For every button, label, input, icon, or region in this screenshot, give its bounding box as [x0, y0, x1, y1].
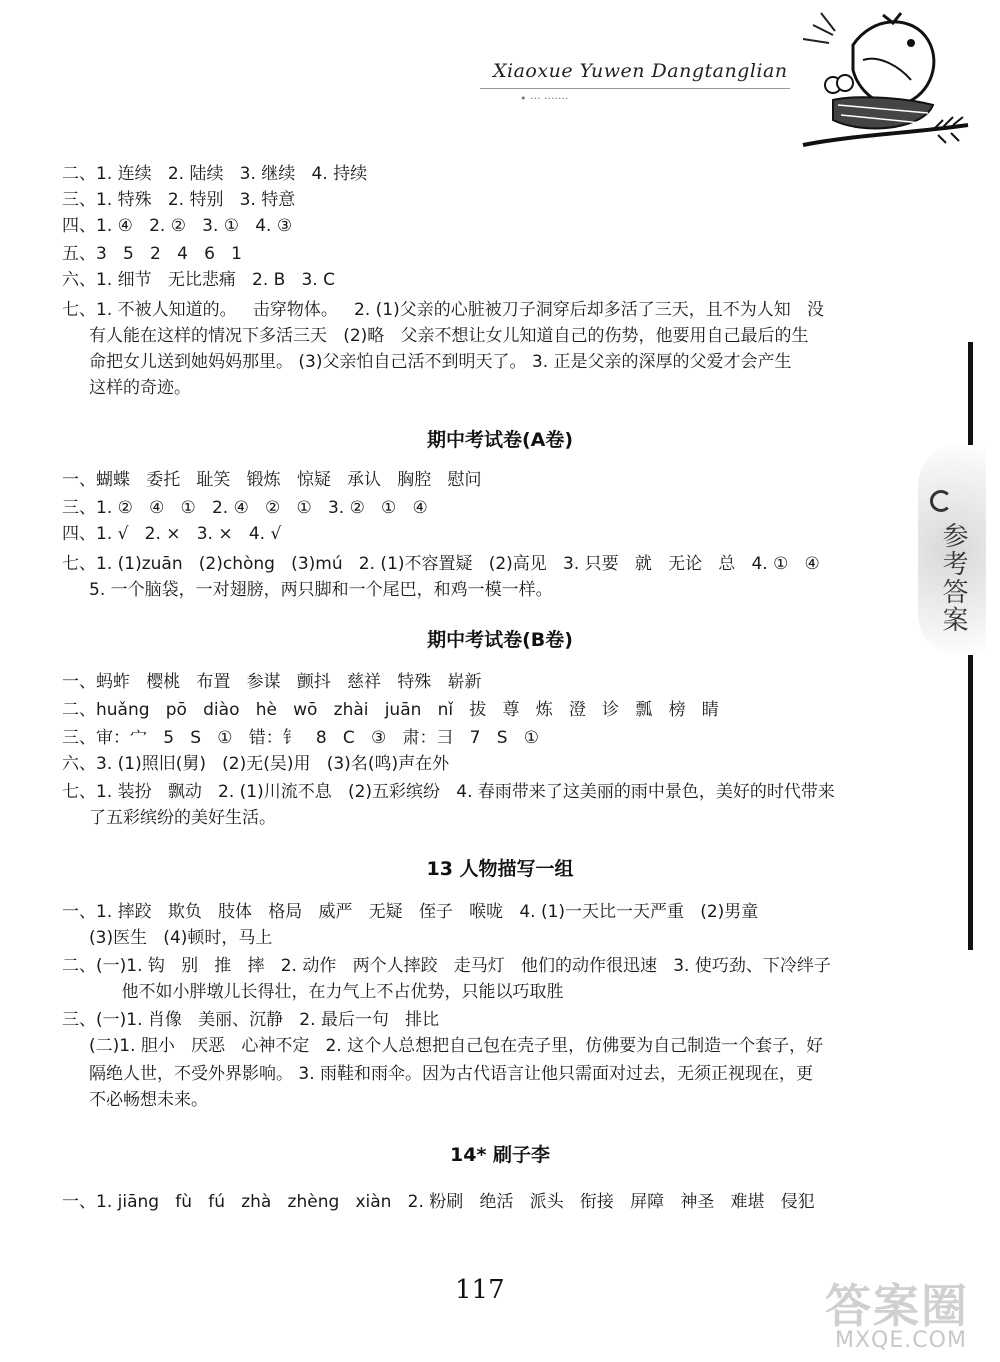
answer-line: 七、1. 装扮 飘动 2. (1)川流不息 (2)五彩缤纷 4. 春雨带来了这美丽的雨中景色，美好的时代带来 [62, 782, 835, 802]
answer-line: 二、(一)1. 钩 别 推 摔 2. 动作 两个人摔跤 走马灯 他们的动作很迅速 3. 使巧劲、下冷绊子 [62, 956, 831, 976]
answer-line: 三、1. ② ④ ① 2. ④ ② ① 3. ② ① ④ [62, 498, 428, 518]
page-number: 117 [455, 1275, 505, 1305]
answer-line: 四、1. ④ 2. ② 3. ① 4. ③ [62, 216, 293, 236]
answer-line: (二)1. 胆小 厌恶 心神不定 2. 这个人总想把自己包在壳子里，仿佛要为自己制造一个套子，好 [62, 1036, 824, 1056]
answer-line: 五、3 5 2 4 6 1 [62, 244, 242, 264]
section-title: 14* 刷子李 [450, 1144, 550, 1166]
bird-nest-illustration [793, 5, 973, 155]
answer-line: 二、1. 连续 2. 陆续 3. 继续 4. 持续 [62, 164, 368, 184]
answer-line: 一、1. jiāng fù fú zhà zhèng xiàn 2. 粉刷 绝活 派头 衔接 屏障 神圣 难堪 侵犯 [62, 1192, 815, 1212]
side-tab-label: 参考答案 [938, 522, 968, 634]
header-title: Xiaoxue Yuwen Dangtanglian [493, 60, 788, 82]
header-ornament: • ··· ······· [520, 92, 569, 105]
answer-line: 七、1. 不被人知道的。 击穿物体。 2. (1)父亲的心脏被刀子洞穿后却多活了三天，且不为人知 没 [62, 300, 824, 320]
section-title: 期中考试卷(A卷) [426, 429, 574, 451]
section-title: 期中考试卷(B卷) [427, 629, 573, 651]
answer-line: (3)医生 (4)顿时，马上 [62, 928, 273, 948]
answer-line: 六、1. 细节 无比悲痛 2. B 3. C [62, 270, 336, 290]
answer-line: 三、审：宀 5 S ① 错：钅 8 C ③ 肃：⺕ 7 S ① [62, 728, 539, 748]
watermark-url: MXQE.COM [835, 1328, 967, 1353]
answer-line: 六、3. (1)照旧(舅) (2)无(吴)用 (3)名(鸣)声在外 [62, 754, 450, 774]
answer-line: 三、1. 特殊 2. 特别 3. 特意 [62, 190, 296, 210]
answer-line: 命把女儿送到她妈妈那里。 (3)父亲怕自己活不到明天了。 3. 正是父亲的深厚的父爱才会产生 [62, 352, 792, 372]
answer-line: 不必畅想未来。 [62, 1090, 209, 1110]
answer-line: 四、1. √ 2. × 3. × 4. √ [62, 524, 282, 544]
watermark-logo: 答案圈 [825, 1279, 969, 1333]
answer-line: 5. 一个脑袋，一对翅膀，两只脚和一个尾巴，和鸡一模一样。 [62, 580, 553, 600]
answer-line: 隔绝人世，不受外界影响。 3. 雨鞋和雨伞。因为古代语言让他只需面对过去，无须正视现在，更 [62, 1064, 814, 1084]
answer-line: 这样的奇迹。 [62, 378, 192, 398]
answer-line: 二、huǎng pō diào hè wō zhài juān nǐ 拔 尊 炼 澄 诊 瓢 榜 睛 [62, 700, 719, 720]
header-rule [480, 88, 790, 89]
answer-line: 一、1. 摔跤 欺负 肢体 格局 威严 无疑 侄子 喉咙 4. (1)一天比一天严重 (2)男童 [62, 902, 759, 922]
answer-line: 七、1. (1)zuān (2)chòng (3)mú 2. (1)不容置疑 (2)高见 3. 只要 就 无论 总 4. ① ④ [62, 554, 820, 574]
answer-line: 他不如小胖墩儿长得壮，在力气上不占优势，只能以巧取胜 [62, 982, 564, 1002]
answer-line: 三、(一)1. 肖像 美丽、沉静 2. 最后一句 排比 [62, 1010, 440, 1030]
answer-line: 有人能在这样的情况下多活三天 (2)略 父亲不想让女儿知道自己的伤势，他要用自己最后的生 [62, 326, 809, 346]
crescent-icon [930, 490, 952, 512]
section-title: 13 人物描写一组 [426, 858, 574, 880]
answer-line: 了五彩缤纷的美好生活。 [62, 808, 277, 828]
answer-line: 一、蝴蝶 委托 耻笑 锻炼 惊疑 承认 胸腔 慰问 [62, 470, 482, 490]
answer-line: 一、蚂蚱 樱桃 布置 参谋 颤抖 慈祥 特殊 崭新 [62, 672, 482, 692]
